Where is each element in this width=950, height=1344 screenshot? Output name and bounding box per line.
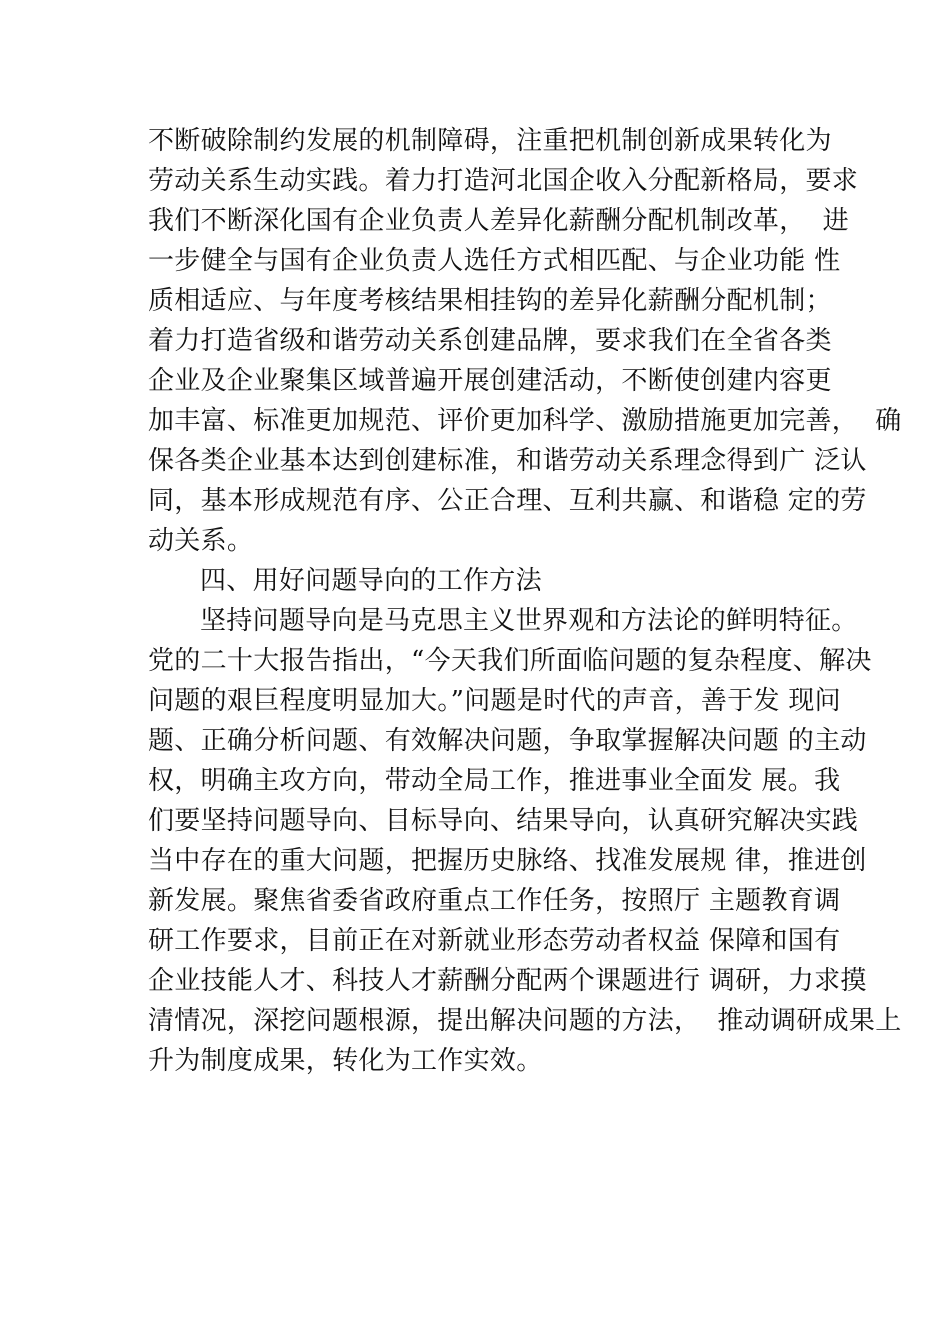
text-line-4: 一步健全与国有企业负责人选任方式相匹配、与企业功能 性	[148, 246, 841, 276]
text-line-13: 坚持问题导向是马克思主义世界观和方法论的鲜明特征。	[200, 606, 858, 636]
text-line-8: 加丰富、标准更加规范、评价更加科学、激励措施更加完善， 确	[148, 406, 902, 436]
text-line-2: 劳动关系生动实践。着力打造河北国企收入分配新格局，要求	[148, 166, 859, 196]
text-line-1: 不断破除制约发展的机制障碍，注重把机制创新成果转化为	[148, 126, 832, 156]
text-line-15: 问题的艰巨程度明显加大。”问题是时代的声音，善于发 现问	[148, 686, 841, 716]
text-line-10: 同，基本形成规范有序、公正合理、互利共赢、和谐稳 定的劳	[148, 486, 867, 516]
text-line-18: 们要坚持问题导向、目标导向、结果导向，认真研究解决实践	[148, 806, 859, 836]
text-line-11: 动关系。	[148, 526, 254, 556]
text-line-19: 当中存在的重大问题，把握历史脉络、找准发展规 律，推进创	[148, 846, 867, 876]
text-line-17: 权，明确主攻方向，带动全局工作，推进事业全面发 展。我	[148, 766, 841, 796]
text-line-6: 着力打造省级和谐劳动关系创建品牌，要求我们在全省各类	[148, 326, 832, 356]
text-line-14: 党的二十大报告指出，“今天我们所面临问题的复杂程度、解决	[148, 646, 872, 676]
text-line-5: 质相适应、与年度考核结果相挂钩的差异化薪酬分配机制；	[148, 286, 832, 316]
text-line-21: 研工作要求，目前正在对新就业形态劳动者权益 保障和国有	[148, 926, 841, 956]
text-line-16: 题、正确分析问题、有效解决问题，争取掌握解决问题 的主动	[148, 726, 867, 756]
text-line-9: 保各类企业基本达到创建标准，和谐劳动关系理念得到广 泛认	[148, 446, 867, 476]
text-line-23: 清情况，深挖问题根源，提出解决问题的方法， 推动调研成果上	[148, 1006, 902, 1036]
section-heading: 四、用好问题导向的工作方法	[200, 566, 542, 596]
text-line-3: 我们不断深化国有企业负责人差异化薪酬分配机制改革， 进	[148, 206, 849, 236]
text-line-7: 企业及企业聚集区域普遍开展创建活动，不断使创建内容更	[148, 366, 832, 396]
text-line-20: 新发展。聚焦省委省政府重点工作任务，按照厅 主题教育调	[148, 886, 841, 916]
text-line-22: 企业技能人才、科技人才薪酬分配两个课题进行 调研，力求摸	[148, 966, 867, 996]
text-line-24: 升为制度成果，转化为工作实效。	[148, 1046, 543, 1076]
